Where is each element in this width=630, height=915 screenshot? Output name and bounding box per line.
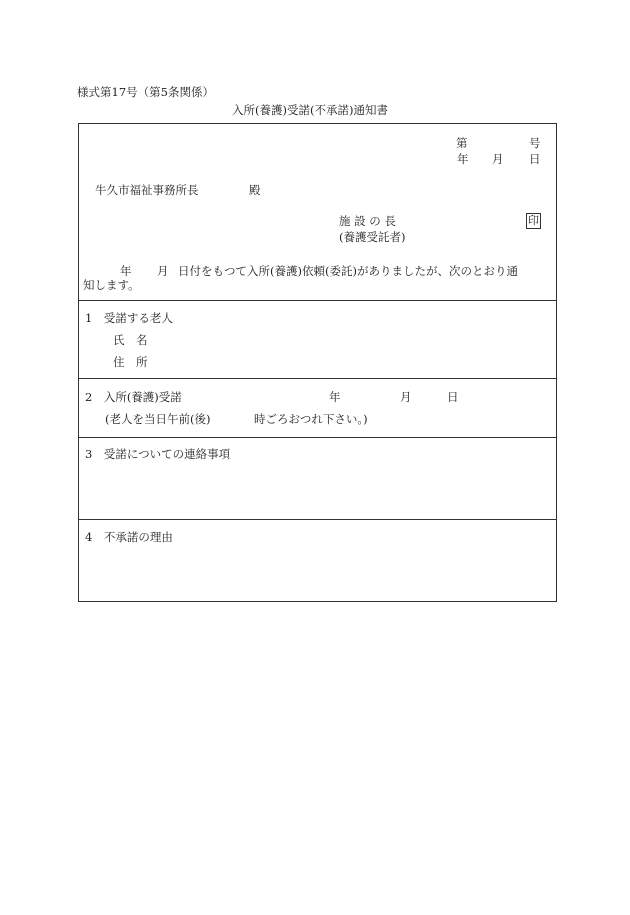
- seal-mark: 印: [528, 214, 539, 227]
- escort-note-start: (老人を当日午前(後): [105, 412, 211, 426]
- section2-title: 2 入所(養護)受諾: [85, 390, 182, 404]
- divider: [79, 300, 556, 301]
- addressee-honorific: 殿: [249, 183, 261, 197]
- section3-title: 3 受諾についての連絡事項: [85, 447, 231, 461]
- notice-year: 年: [120, 264, 132, 278]
- addressee-office: 牛久市福祉事務所長: [95, 183, 199, 197]
- date-year-label: 年: [457, 152, 469, 166]
- date-day-label: 日: [529, 152, 541, 166]
- date-month-label: 月: [492, 152, 504, 166]
- notice-month: 月: [157, 264, 169, 278]
- care-recipient-label: (養護受託者): [339, 230, 406, 244]
- admission-month: 月: [400, 390, 412, 404]
- notice-text-line1: 日付をもつて入所(養護)依頼(委託)がありましたが、次のとおり通: [178, 264, 518, 278]
- address-label: 住 所: [113, 355, 148, 369]
- divider: [79, 437, 556, 438]
- form-box: [78, 123, 557, 602]
- divider: [79, 378, 556, 379]
- facility-head-label: 施 設 の 長: [339, 214, 396, 228]
- section1-title: 1 受諾する老人: [85, 311, 173, 325]
- form-number: 様式第17号（第5条関係）: [77, 85, 214, 99]
- notice-text-line2: 知します。: [83, 278, 140, 292]
- divider: [79, 519, 556, 520]
- number-suffix: 号: [529, 136, 541, 150]
- document-title: 入所(養護)受諾(不承諾)通知書: [232, 103, 388, 117]
- section4-title: 4 不承諾の理由: [85, 530, 173, 544]
- escort-note-end: 時ごろおつれ下さい。): [254, 412, 368, 426]
- name-label: 氏 名: [113, 333, 148, 347]
- admission-day: 日: [447, 390, 459, 404]
- admission-year: 年: [329, 390, 341, 404]
- number-prefix: 第: [456, 136, 468, 150]
